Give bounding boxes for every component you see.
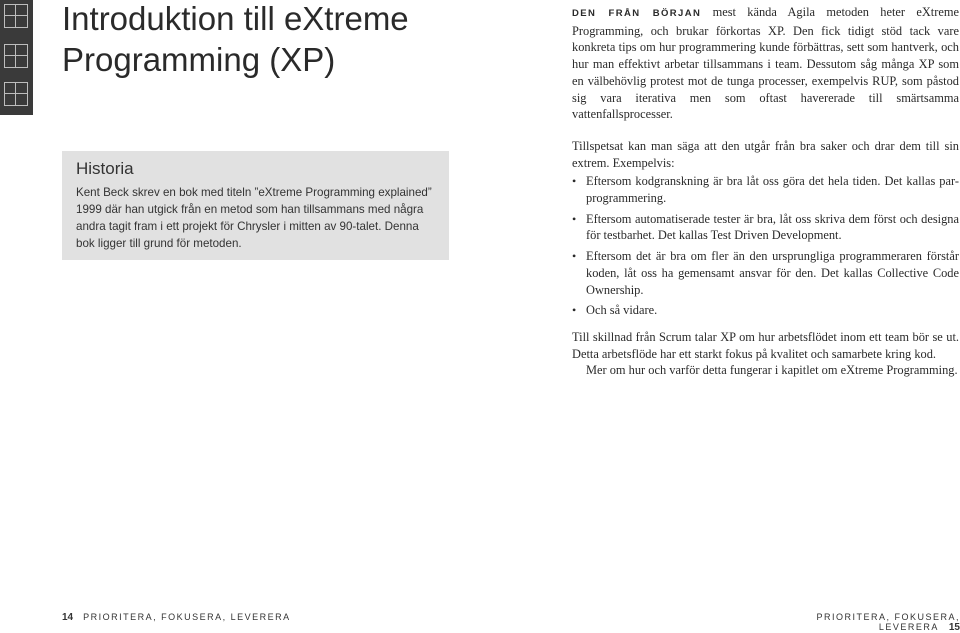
footer-right: [780, 612, 960, 633]
page-number-right: 15: [948, 622, 960, 633]
list-item: • Eftersom det är bra om fler än den ursprungliga programmeraren förstår koden, låt oss ha gemensamt ansvar för den. Det kallas Collective Code Ownership.: [572, 249, 959, 297]
list-item: • Eftersom automatiserade tester är bra, låt oss skriva dem först och designa för testbarhet. Det kallas Test Driven Development.: [572, 211, 959, 243]
main-text: [572, 4, 959, 379]
more-paragraph: Mer om hur och varför detta fungerar i kapitlet om eXtreme Programming.: [586, 363, 958, 378]
sidebar-text: Kent Beck skrev en bok med titeln ”eXtreme Programming explained” 1999 där han utgick från en metod som han tillsammans med några andra tagit fram i ett projekt för Chrysler i mitten av 90-talet. Denna bok ligger till grund för metoden.: [76, 186, 432, 250]
running-title-left: PRIORITERA, FOKUSERA, LEVERERA: [83, 612, 291, 622]
bullet-icon: •: [572, 211, 577, 226]
page-title: Introduktion till eXtreme Programming (XP): [62, 0, 409, 78]
bullet-icon: •: [572, 249, 577, 264]
footer-left: [62, 612, 291, 623]
page-number-left: 14: [62, 612, 74, 623]
history-sidebar: [62, 151, 449, 260]
intro-text: mest kända Agila metoden heter eXtreme Programming, och brukar förkortas XP. Den fick tidigt stöd tack vare konkreta tips om hur programmering kunde förbättras, sett som hantverk, och hur man effektivt arbetar tillsammans i team. Dessutom såg många XP som en välbehövlig protest mot de tunga processer, exempelvis RUP, som påstod sig vara iterativa men som oftast havererade till smärtsamma vattenfallsprocesser.: [572, 5, 960, 122]
bullet-icon: •: [572, 303, 577, 318]
extreme-paragraph: Tillspetsat kan man säga att den utgår från bra saker och drar dem till sin extrem. Exempelvis:: [572, 138, 959, 170]
bullet-icon: •: [572, 174, 577, 189]
scrum-paragraph: Till skillnad från Scrum talar XP om hur arbetsflödet inom ett team bör se ut. Detta arbetsflöde har ett starkt fokus på kvalitet och samarbete kring kod.: [572, 329, 959, 361]
intro-paragraph: [572, 4, 959, 123]
sidebar-heading: Historia: [76, 159, 134, 178]
list-item: • Och så vidare.: [572, 303, 658, 318]
list-item: • Eftersom kodgranskning är bra låt oss göra det hela tiden. Det kallas par-programmering.: [572, 174, 959, 206]
running-title-right: PRIORITERA, FOKUSERA, LEVERERA: [816, 612, 960, 632]
example-list: [572, 173, 959, 319]
lead-in: DEN FRÅN BÖRJAN: [572, 8, 702, 19]
chapter-edge-mark: [0, 0, 33, 115]
